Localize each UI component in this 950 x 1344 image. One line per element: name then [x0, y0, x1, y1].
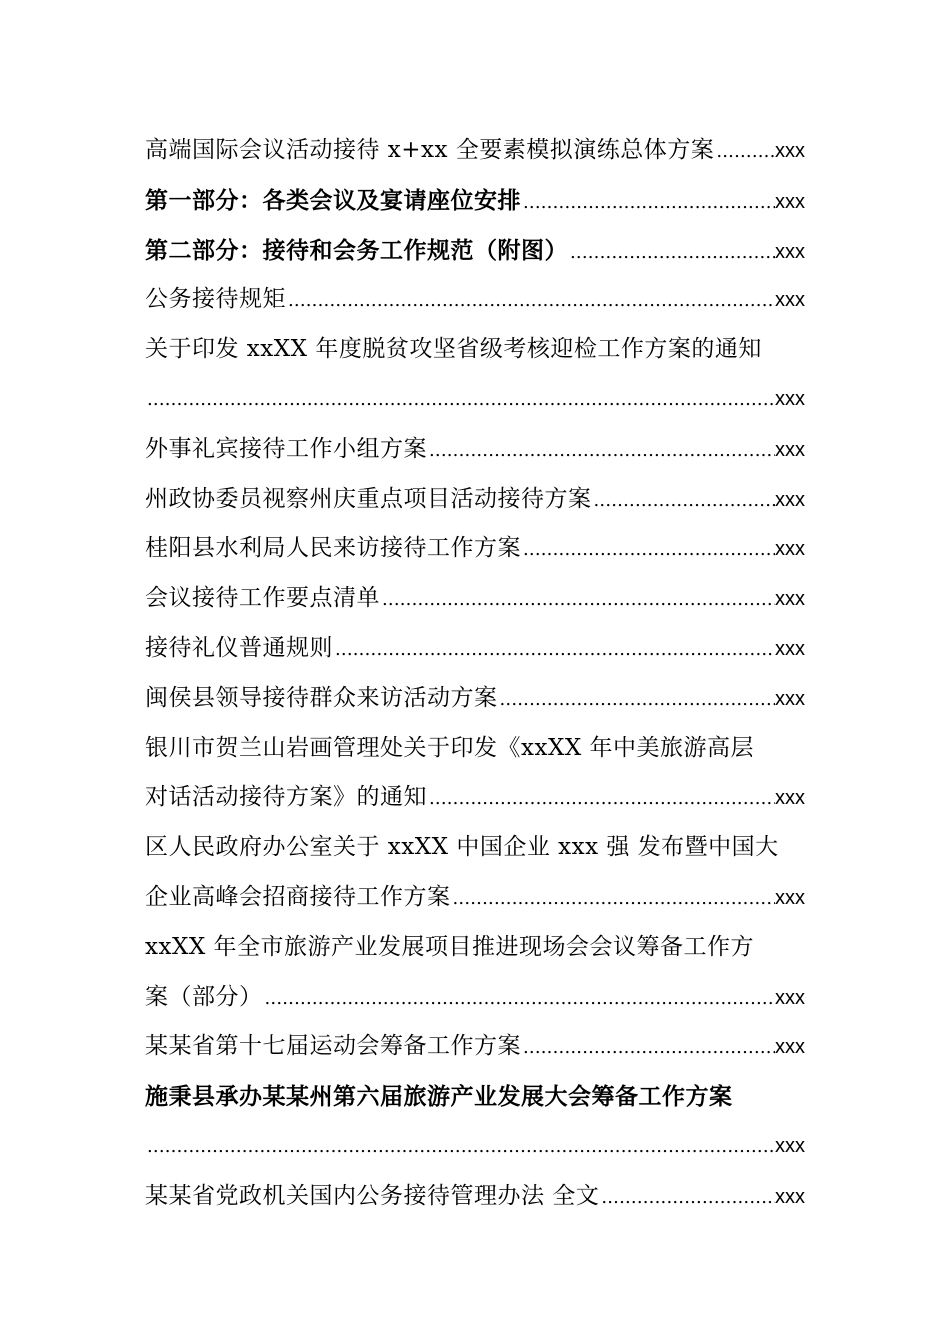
toc-entry-title: 公务接待规矩: [145, 286, 286, 313]
dot-leader: [521, 1023, 775, 1072]
toc-entry-line: [145, 773, 805, 823]
toc-entry-title-continued: 案（部分）: [145, 983, 263, 1010]
toc-entry-title-continued: 企业高峰会招商接待工作方案: [145, 883, 451, 910]
dot-leader: [599, 1173, 775, 1222]
toc-page-number: xxx: [775, 1036, 805, 1059]
toc-entry-title: 外事礼宾接待工作小组方案: [145, 435, 427, 462]
toc-page-number: xxx: [775, 588, 805, 611]
toc-entry: [145, 1172, 805, 1222]
toc-page-number: xxx: [775, 787, 805, 810]
toc-page-number: xxx: [775, 1134, 805, 1157]
toc-entry: [145, 126, 805, 176]
toc-page-number: xxx: [775, 886, 805, 909]
dot-leader: [451, 874, 776, 923]
dot-leader: [568, 228, 775, 276]
toc-page-number: xxx: [775, 438, 805, 461]
toc-page-number: xxx: [775, 488, 805, 511]
toc-page-number: xxx: [775, 190, 805, 213]
toc-page-number: xxx: [775, 986, 805, 1009]
toc-entry-line: [145, 823, 805, 873]
toc-entry-line: [145, 923, 805, 973]
toc-page-number: xxx: [775, 1185, 805, 1208]
toc-entry-title: 闽侯县领导接待群众来访活动方案: [145, 684, 498, 711]
toc-entry: [145, 1022, 805, 1072]
toc-entry-title: 第二部分：接待和会务工作规范（附图）: [145, 236, 568, 264]
toc-entry-title: 桂阳县水利局人民来访接待工作方案: [145, 535, 521, 562]
dot-leader: [592, 476, 776, 525]
toc-entry-title: 银川市贺兰山岩画管理处关于印发《xxXX 年中美旅游高层: [145, 734, 755, 761]
toc-entry-title: 接待礼仪普通规则: [145, 634, 333, 661]
toc-entry-line: [145, 724, 805, 774]
toc-entry: [145, 275, 805, 325]
dot-leader: [333, 625, 775, 674]
toc-entry-line: [145, 325, 805, 375]
toc-entry-line: [145, 973, 805, 1023]
toc-entry-title-continued: 对话活动接待方案》的通知: [145, 784, 427, 811]
dot-leader: [263, 974, 776, 1023]
dot-leader: [498, 675, 776, 724]
toc-entry: [145, 425, 805, 475]
dot-leader: [427, 774, 775, 823]
toc-entry-title: 高端国际会议活动接待 x+xx 全要素模拟演练总体方案: [145, 137, 715, 163]
toc-entry-line: [145, 873, 805, 923]
dot-leader: [380, 575, 775, 624]
dot-leader: [286, 276, 775, 325]
toc-entry: [145, 226, 805, 276]
dot-leader: [714, 127, 775, 176]
toc-entry-title: 第一部分：各类会议及宴请座位安排: [145, 186, 521, 214]
toc-page-number: xxx: [775, 538, 805, 561]
toc-page-number: xxx: [775, 387, 805, 410]
dot-leader: [145, 1122, 775, 1172]
toc-entry-title: 施秉县承办某某州第六届旅游产业发展大会筹备工作方案: [145, 1083, 733, 1111]
dot-leader: [521, 178, 775, 226]
toc-page-number: xxx: [775, 140, 805, 162]
toc-entry-title: 区人民政府办公室关于 xxXX 中国企业 xxx 强 发布暨中国大: [145, 834, 779, 861]
toc-page-number: xxx: [775, 637, 805, 660]
toc-entry: [145, 624, 805, 674]
toc-entry-line: [145, 1072, 805, 1122]
toc-entry-title: 关于印发 xxXX 年度脱贫攻坚省级考核迎检工作方案的通知: [145, 336, 762, 363]
dot-leader: [521, 525, 775, 574]
toc-entry-title: 某某省第十七届运动会筹备工作方案: [145, 1033, 521, 1060]
toc-entry: [145, 176, 805, 226]
toc-entry-title: xxXX 年全市旅游产业发展项目推进现场会会议筹备工作方: [145, 933, 755, 960]
toc-entry: [145, 524, 805, 574]
toc-page-number: xxx: [775, 289, 805, 312]
dot-leader: [427, 426, 775, 475]
toc-entry-line: [145, 1122, 805, 1172]
toc-entry: [145, 674, 805, 724]
dot-leader: [145, 375, 775, 425]
toc-entry-title: 会议接待工作要点清单: [145, 585, 380, 612]
toc-entry: [145, 574, 805, 624]
toc-entry: [145, 475, 805, 525]
toc-entry-line: [145, 375, 805, 425]
toc-page-number: xxx: [775, 687, 805, 710]
toc-entry-title: 某某省党政机关国内公务接待管理办法 全文: [145, 1182, 600, 1209]
toc-entry-title: 州政协委员视察州庆重点项目活动接待方案: [145, 485, 592, 512]
table-of-contents: [145, 126, 805, 1222]
toc-page-number: xxx: [775, 240, 805, 263]
